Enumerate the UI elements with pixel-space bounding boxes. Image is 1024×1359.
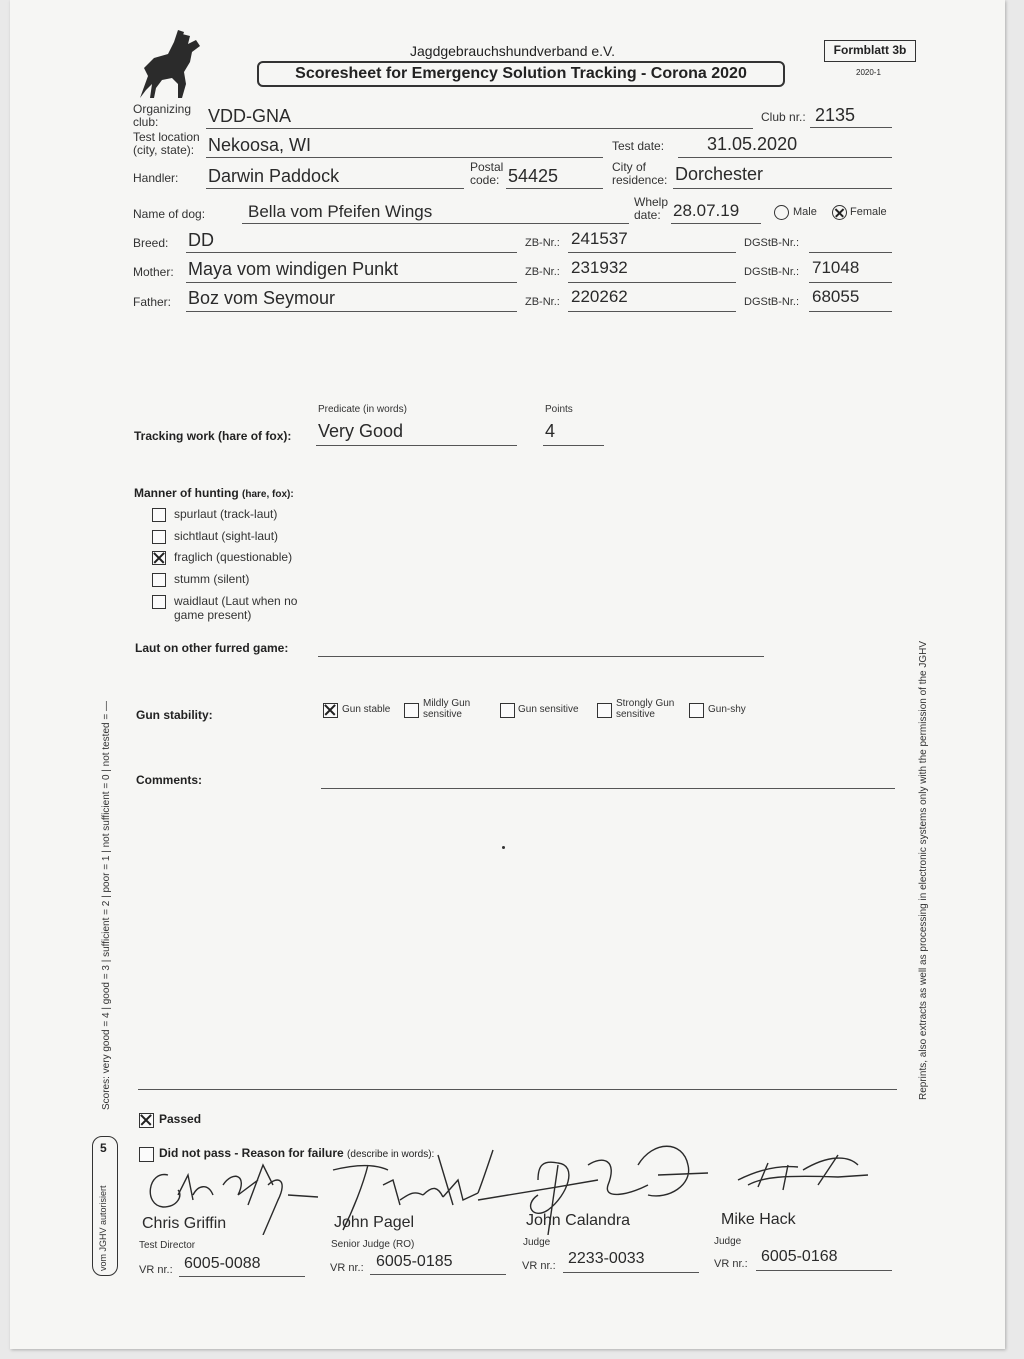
scoresheet-page	[10, 0, 1005, 1349]
hunting-option-label: fraglich (questionable)	[174, 550, 293, 564]
scores-legend: Scores: very good = 4 | good = 3 | sufficient = 2 | poor = 1 | not sufficient = 0 | not tested = —	[101, 701, 112, 1110]
father-dgstb-label: DGStB-Nr.:	[744, 296, 800, 308]
reprints-note: Reprints, also extracts as well as processing in electronic systems only with the permission of the JGHV	[918, 640, 929, 1100]
handler-value: Darwin Paddock	[208, 166, 340, 186]
tracking-points-value: 4	[545, 421, 556, 441]
breed-dgstb-label: DGStB-Nr.:	[744, 237, 800, 249]
gun-checkbox-sensitive[interactable]	[500, 703, 515, 718]
postal-code-value: 54425	[508, 166, 559, 186]
judge-role: Judge	[714, 1236, 742, 1247]
did-not-pass-label: Did not pass - Reason for failure (describe in words):	[159, 1146, 435, 1160]
gun-checkbox-gun-shy[interactable]	[689, 703, 704, 718]
judge-role: Test Director	[139, 1240, 196, 1251]
test-date-value: 31.05.2020	[707, 134, 798, 154]
passed-label: Passed	[159, 1112, 202, 1126]
mother-dgstb-label: DGStB-Nr.:	[744, 266, 800, 278]
tracking-work-label: Tracking work (hare of fox):	[134, 429, 292, 443]
organizing-club-value: VDD-GNA	[208, 106, 292, 126]
form-title: Scoresheet for Emergency Solution Tracking - Corona 2020	[257, 61, 785, 87]
judge-name: Mike Hack	[721, 1211, 796, 1228]
test-location-value: Nekoosa, WI	[208, 135, 312, 155]
hunting-checkbox-sichtlaut[interactable]	[152, 530, 166, 544]
handler-label: Handler:	[133, 171, 179, 185]
breed-zb-value: 241537	[571, 229, 628, 248]
judge-role: Senior Judge (RO)	[331, 1239, 415, 1250]
form-label: Formblatt 3b	[824, 40, 916, 62]
judge-vr: 6005-0088	[184, 1255, 261, 1272]
mother-value: Maya vom windigen Punkt	[188, 259, 399, 279]
hunting-checkbox-fraglich[interactable]	[152, 551, 166, 565]
organizing-club-label: Organizing club:	[133, 102, 192, 129]
hunting-checkbox-stumm[interactable]	[152, 573, 166, 587]
judge-vr: 6005-0168	[761, 1248, 838, 1265]
gun-option-label: Gun sensitive	[518, 704, 579, 715]
hunting-checkbox-spurlaut[interactable]	[152, 508, 166, 522]
male-radio[interactable]	[774, 205, 789, 220]
whelp-date-label: Whelp date:	[634, 195, 669, 222]
mother-zb-value: 231932	[571, 258, 628, 277]
father-dgstb-value: 68055	[812, 287, 860, 306]
judge-name: John Calandra	[526, 1212, 631, 1229]
judge-name: Chris Griffin	[142, 1215, 227, 1232]
mother-label: Mother:	[133, 265, 174, 279]
hunting-option-label: stumm (silent)	[174, 572, 250, 586]
breed-zb-label: ZB-Nr.:	[525, 237, 560, 249]
test-date-label: Test date:	[612, 139, 665, 153]
hunting-option-label: spurlaut (track-laut)	[174, 507, 278, 521]
judge-role: Judge	[523, 1237, 551, 1248]
hunting-option-label: waidlaut (Laut when no game present)	[174, 594, 298, 622]
points-header: Points	[545, 404, 573, 415]
father-zb-label: ZB-Nr.:	[525, 296, 560, 308]
judge-name: John Pagel	[334, 1214, 415, 1231]
judge-vr: 6005-0185	[376, 1253, 453, 1270]
vr-label: VR nr.:	[139, 1264, 173, 1276]
gun-checkbox-mildly-sensitive[interactable]	[404, 703, 419, 718]
gun-option-label: Gun-shy	[708, 704, 746, 715]
gun-stability-label: Gun stability:	[136, 708, 213, 722]
female-radio[interactable]	[832, 205, 847, 220]
laut-other-label: Laut on other furred game:	[135, 641, 289, 655]
gun-option-label: Mildly Gun sensitive	[423, 698, 471, 720]
male-label: Male	[793, 206, 817, 218]
club-nr-value: 2135	[815, 105, 856, 125]
postal-code-label: Postal code:	[470, 160, 504, 187]
gun-checkbox-stable[interactable]	[323, 703, 338, 718]
form-version: 2020-1	[856, 68, 881, 77]
gun-option-label: Strongly Gun sensitive	[616, 698, 675, 720]
vr-label: VR nr.:	[714, 1258, 748, 1270]
hunting-dog-logo-icon	[134, 28, 208, 100]
vr-label: VR nr.:	[330, 1262, 364, 1274]
dog-name-value: Bella vom Pfeifen Wings	[248, 202, 433, 221]
jghv-stamp: vom JGHV autorisiert 5	[92, 1136, 118, 1276]
whelp-date-value: 28.07.19	[673, 201, 740, 220]
female-label: Female	[850, 206, 887, 218]
test-location-label: Test location (city, state):	[133, 130, 200, 157]
mother-zb-label: ZB-Nr.:	[525, 266, 560, 278]
father-label: Father:	[133, 295, 172, 309]
city-value: Dorchester	[675, 164, 764, 184]
father-value: Boz vom Seymour	[188, 288, 336, 308]
manner-of-hunting-label: Manner of hunting (hare, fox):	[134, 486, 294, 500]
tracking-predicate-value: Very Good	[318, 421, 404, 441]
hunting-checkbox-waidlaut[interactable]	[152, 595, 166, 609]
club-nr-label: Club nr.:	[761, 110, 806, 124]
vr-label: VR nr.:	[522, 1260, 556, 1272]
judge-vr: 2233-0033	[568, 1250, 645, 1267]
mother-dgstb-value: 71048	[812, 258, 860, 277]
breed-value: DD	[188, 230, 214, 250]
association-name: Jagdgebrauchshundverband e.V.	[410, 43, 615, 59]
city-label: City of residence:	[612, 160, 668, 187]
gun-checkbox-strongly-sensitive[interactable]	[597, 703, 612, 718]
predicate-header: Predicate (in words)	[318, 404, 407, 415]
gun-option-label: Gun stable	[342, 704, 391, 715]
hunting-option-label: sichtlaut (sight-laut)	[174, 529, 279, 543]
father-zb-value: 220262	[571, 287, 628, 306]
comments-label: Comments:	[136, 773, 203, 787]
dog-name-label: Name of dog:	[133, 207, 206, 221]
breed-label: Breed:	[133, 236, 169, 250]
